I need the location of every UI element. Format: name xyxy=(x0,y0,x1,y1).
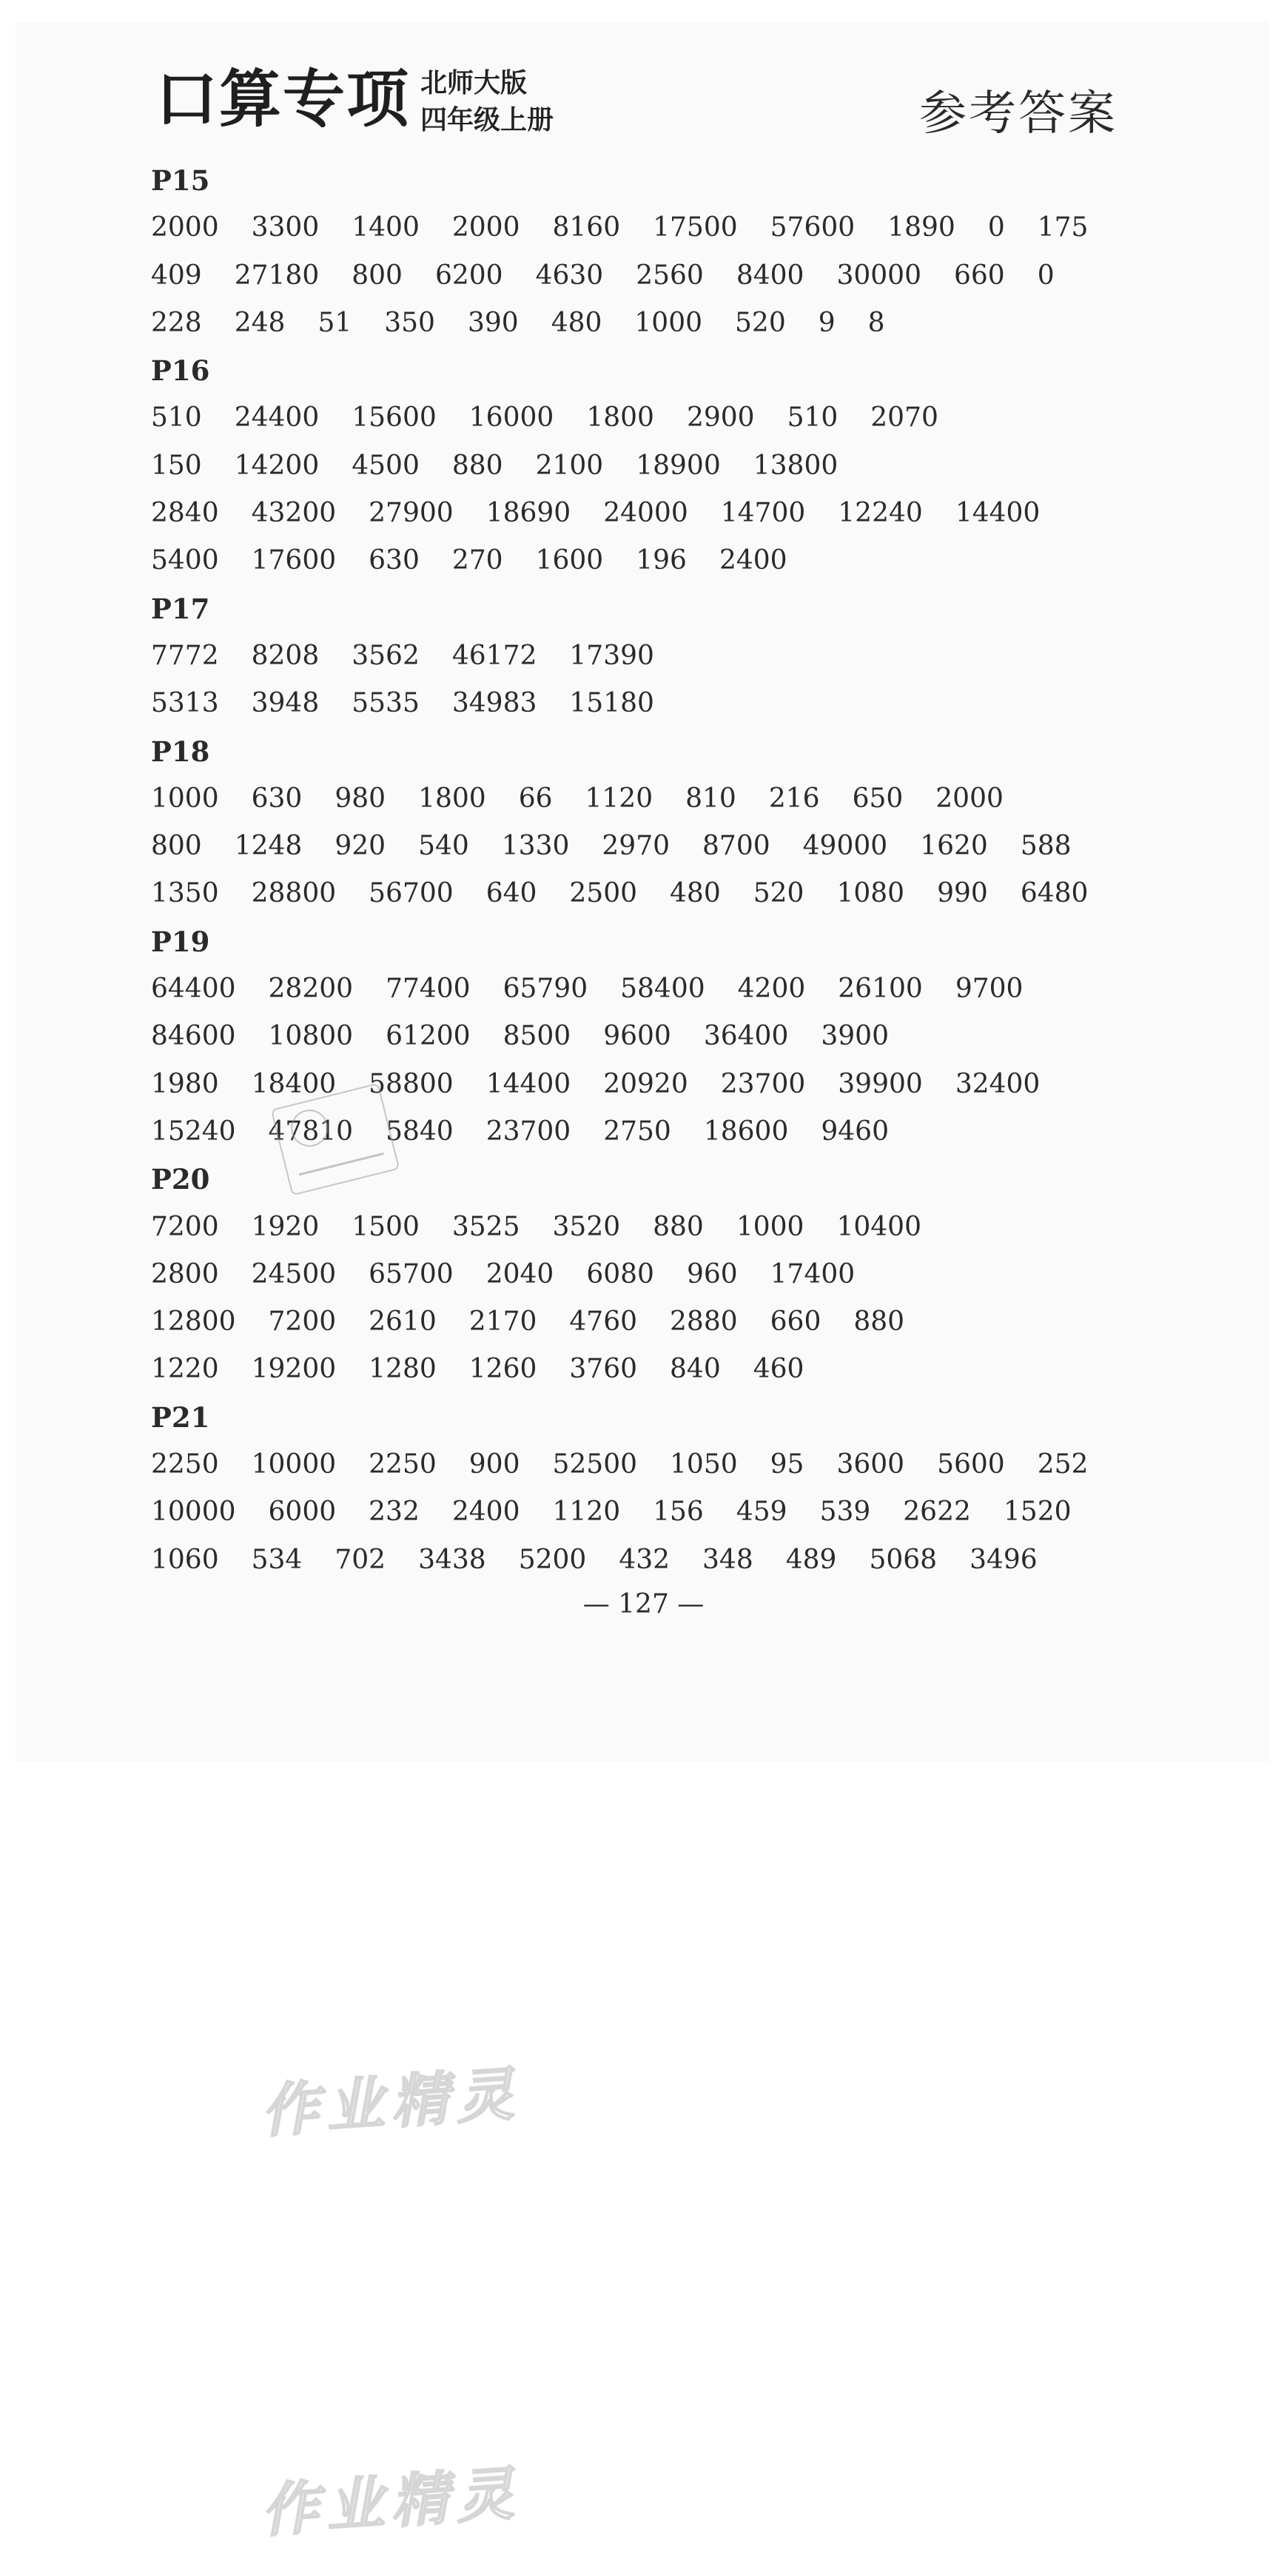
answer-row xyxy=(151,1537,1128,1584)
answer-value: 15240 xyxy=(151,1116,236,1147)
answer-value: 10400 xyxy=(836,1211,921,1242)
answer-value: 640 xyxy=(485,878,537,909)
answer-value: 270 xyxy=(451,545,503,576)
answer-value: 46172 xyxy=(451,640,537,671)
answer-value: 1220 xyxy=(151,1354,219,1385)
answer-value: 8500 xyxy=(503,1021,571,1052)
answer-value: 2880 xyxy=(670,1306,738,1338)
answer-value: 1000 xyxy=(151,783,219,814)
answer-value: 2750 xyxy=(603,1116,671,1147)
answer-value: 2000 xyxy=(935,783,1004,814)
answer-value: 10800 xyxy=(268,1021,354,1052)
answer-value: 459 xyxy=(736,1497,787,1528)
answer-value: 57600 xyxy=(770,212,856,243)
answer-value: 28800 xyxy=(251,878,337,909)
answer-value: 5400 xyxy=(151,545,219,576)
answer-value: 14400 xyxy=(485,1068,571,1099)
answer-row xyxy=(151,823,1128,870)
answer-value: 58800 xyxy=(369,1068,454,1099)
answer-value: 2560 xyxy=(636,260,704,291)
answer-value: 30000 xyxy=(836,260,921,291)
answer-value: 520 xyxy=(735,307,786,338)
answer-value: 9600 xyxy=(603,1021,671,1052)
answer-value: 7200 xyxy=(268,1306,337,1338)
answer-value: 1080 xyxy=(836,878,905,909)
answer-value: 15600 xyxy=(352,402,437,434)
answer-row xyxy=(151,775,1128,823)
section-label: P17 xyxy=(151,592,210,625)
answer-value: 24000 xyxy=(603,498,688,529)
answer-value: 8160 xyxy=(552,212,621,243)
answer-value: 19200 xyxy=(251,1354,337,1385)
answer-value: 1050 xyxy=(670,1449,738,1480)
answer-value: 49000 xyxy=(802,831,888,862)
answer-value: 7772 xyxy=(151,640,219,671)
answer-list xyxy=(151,157,1128,1584)
answer-value: 20920 xyxy=(603,1068,688,1099)
answer-value: 2100 xyxy=(535,450,604,481)
answer-value: 4200 xyxy=(737,974,806,1005)
answer-value: 1260 xyxy=(468,1354,537,1385)
answer-value: 880 xyxy=(853,1306,905,1338)
answer-value: 660 xyxy=(770,1306,821,1338)
answer-row xyxy=(151,252,1128,300)
answer-value: 2000 xyxy=(151,212,219,243)
answer-value: 27180 xyxy=(234,260,320,291)
answer-value: 2250 xyxy=(369,1449,437,1480)
answer-value: 588 xyxy=(1020,831,1072,862)
answer-value: 65790 xyxy=(503,974,588,1005)
answer-value: 2500 xyxy=(569,878,638,909)
answer-value: 1520 xyxy=(1003,1497,1072,1528)
answer-row xyxy=(151,1346,1128,1393)
section-label: P20 xyxy=(151,1163,210,1196)
answer-value: 480 xyxy=(551,307,602,338)
answer-row xyxy=(151,680,1128,727)
edition-publisher: 北师大版 xyxy=(420,68,528,98)
answer-value: 8700 xyxy=(702,831,770,862)
answer-value: 510 xyxy=(787,402,839,434)
answer-value: 15180 xyxy=(569,688,654,719)
answer-value: 3760 xyxy=(569,1354,638,1385)
answer-value: 5535 xyxy=(352,688,420,719)
answer-value: 17390 xyxy=(569,640,654,671)
answer-value: 2070 xyxy=(870,402,938,434)
section-label: P19 xyxy=(151,925,210,958)
answer-value: 14400 xyxy=(955,498,1041,529)
answer-value: 348 xyxy=(702,1544,753,1575)
answer-value: 1120 xyxy=(585,783,653,814)
answer-value: 1500 xyxy=(352,1211,420,1242)
answer-value: 3525 xyxy=(451,1211,520,1242)
answer-value: 84600 xyxy=(151,1021,236,1052)
answer-value: 58400 xyxy=(620,974,705,1005)
answer-row xyxy=(151,1298,1128,1346)
answer-value: 65700 xyxy=(369,1258,454,1289)
answer-value: 51 xyxy=(317,307,352,338)
watermark: 作业精灵 xyxy=(258,2060,524,2146)
section-label: P15 xyxy=(151,164,210,197)
answers-title: 参考答案 xyxy=(919,87,1118,141)
answer-value: 1120 xyxy=(552,1497,621,1528)
answer-value: 0 xyxy=(987,212,1005,243)
edition-label xyxy=(420,65,554,139)
answer-value: 228 xyxy=(151,307,202,338)
answer-value: 1400 xyxy=(352,212,420,243)
answer-row xyxy=(151,537,1128,584)
answer-value: 248 xyxy=(234,307,286,338)
answer-value: 64400 xyxy=(151,974,236,1005)
answer-value: 2000 xyxy=(451,212,520,243)
answer-value: 9 xyxy=(818,307,836,338)
answer-value: 18400 xyxy=(251,1068,337,1099)
answer-row xyxy=(151,442,1128,490)
answer-value: 3438 xyxy=(418,1544,486,1575)
answer-value: 1890 xyxy=(887,212,955,243)
answer-value: 1330 xyxy=(501,831,570,862)
answer-value: 9700 xyxy=(955,974,1024,1005)
answer-value: 47810 xyxy=(268,1116,354,1147)
answer-value: 539 xyxy=(819,1497,871,1528)
answer-value: 23700 xyxy=(720,1068,806,1099)
answer-value: 900 xyxy=(468,1449,520,1480)
answer-value: 2800 xyxy=(151,1258,219,1289)
answer-value: 432 xyxy=(619,1544,671,1575)
answer-value: 12800 xyxy=(151,1306,236,1338)
answer-value: 9460 xyxy=(821,1116,889,1147)
answer-value: 2170 xyxy=(468,1306,537,1338)
answer-value: 990 xyxy=(937,878,988,909)
answer-value: 8 xyxy=(867,307,885,338)
answer-value: 7200 xyxy=(151,1211,219,1242)
answer-value: 95 xyxy=(770,1449,804,1480)
answer-value: 5313 xyxy=(151,688,219,719)
answer-value: 960 xyxy=(686,1258,738,1289)
answer-value: 840 xyxy=(670,1354,721,1385)
answer-value: 1000 xyxy=(634,307,703,338)
answer-value: 28200 xyxy=(268,974,354,1005)
answer-value: 61200 xyxy=(386,1021,471,1052)
answer-value: 2400 xyxy=(451,1497,520,1528)
answer-row xyxy=(151,300,1128,347)
answer-value: 3948 xyxy=(251,688,320,719)
page-number: — 127 — xyxy=(582,1589,705,1619)
answer-row xyxy=(151,965,1128,1013)
answer-row xyxy=(151,394,1128,442)
answer-value: 14700 xyxy=(720,498,806,529)
answer-value: 17400 xyxy=(770,1258,856,1289)
answer-value: 2970 xyxy=(602,831,671,862)
answer-value: 5200 xyxy=(518,1544,587,1575)
answer-value: 660 xyxy=(954,260,1005,291)
answer-value: 540 xyxy=(418,831,469,862)
answer-value: 489 xyxy=(785,1544,837,1575)
answer-value: 1920 xyxy=(251,1211,320,1242)
answer-value: 630 xyxy=(251,783,303,814)
answer-value: 5068 xyxy=(869,1544,938,1575)
answer-value: 920 xyxy=(335,831,386,862)
answer-value: 1000 xyxy=(736,1211,804,1242)
answer-value: 2040 xyxy=(485,1258,554,1289)
answer-value: 150 xyxy=(151,450,202,481)
answer-value: 4760 xyxy=(569,1306,638,1338)
answer-value: 880 xyxy=(653,1211,704,1242)
answer-value: 27900 xyxy=(369,498,454,529)
answer-value: 18690 xyxy=(485,498,571,529)
answer-value: 3496 xyxy=(970,1544,1038,1575)
answer-value: 216 xyxy=(768,783,820,814)
answer-value: 6480 xyxy=(1020,878,1089,909)
answer-row xyxy=(151,633,1128,680)
answer-value: 6080 xyxy=(586,1258,654,1289)
answer-value: 66 xyxy=(518,783,553,814)
answer-row xyxy=(151,870,1128,917)
answer-value: 650 xyxy=(852,783,904,814)
answer-value: 1350 xyxy=(151,878,219,909)
answer-value: 252 xyxy=(1037,1449,1089,1480)
answer-value: 26100 xyxy=(838,974,923,1005)
answer-value: 390 xyxy=(467,307,519,338)
answer-value: 18600 xyxy=(703,1116,789,1147)
answer-value: 36400 xyxy=(703,1021,789,1052)
answer-value: 10000 xyxy=(251,1449,337,1480)
answer-value: 196 xyxy=(636,545,687,576)
answer-value: 534 xyxy=(251,1544,303,1575)
answer-value: 0 xyxy=(1037,260,1055,291)
answer-value: 510 xyxy=(151,402,202,434)
answer-value: 4500 xyxy=(352,450,420,481)
answer-value: 1600 xyxy=(535,545,604,576)
page-header xyxy=(155,58,1118,154)
answer-value: 800 xyxy=(151,831,202,862)
answer-value: 17500 xyxy=(653,212,738,243)
answer-value: 23700 xyxy=(485,1116,571,1147)
answer-value: 14200 xyxy=(234,450,320,481)
answer-value: 3300 xyxy=(251,212,320,243)
answer-value: 1248 xyxy=(234,831,303,862)
answer-row xyxy=(151,1441,1128,1488)
answer-value: 16000 xyxy=(468,402,554,434)
answer-value: 156 xyxy=(653,1497,704,1528)
answer-value: 24500 xyxy=(251,1258,337,1289)
answer-row xyxy=(151,204,1128,252)
answer-value: 702 xyxy=(335,1544,386,1575)
answer-value: 43200 xyxy=(251,498,337,529)
answer-value: 8400 xyxy=(736,260,804,291)
answer-value: 1280 xyxy=(369,1354,437,1385)
answer-value: 34983 xyxy=(451,688,537,719)
answer-value: 880 xyxy=(451,450,503,481)
answer-value: 13800 xyxy=(753,450,839,481)
answer-value: 6200 xyxy=(434,260,503,291)
answer-value: 5600 xyxy=(937,1449,1005,1480)
answer-value: 1060 xyxy=(151,1544,219,1575)
answer-value: 3562 xyxy=(352,640,420,671)
answer-value: 630 xyxy=(369,545,420,576)
answer-row xyxy=(151,490,1128,537)
answer-value: 39900 xyxy=(838,1068,923,1099)
answer-value: 1620 xyxy=(920,831,988,862)
answer-value: 5840 xyxy=(386,1116,454,1147)
answer-value: 3520 xyxy=(552,1211,621,1242)
answer-value: 232 xyxy=(369,1497,420,1528)
answer-value: 3900 xyxy=(821,1021,889,1052)
answer-value: 2610 xyxy=(369,1306,437,1338)
answer-value: 350 xyxy=(384,307,435,338)
answer-value: 980 xyxy=(335,783,386,814)
answer-value: 1980 xyxy=(151,1068,219,1099)
answer-value: 1800 xyxy=(586,402,654,434)
answer-value: 24400 xyxy=(234,402,320,434)
answer-row xyxy=(151,1061,1128,1108)
answer-value: 175 xyxy=(1037,212,1089,243)
answer-value: 1800 xyxy=(418,783,486,814)
section-label: P18 xyxy=(151,735,210,768)
answer-row xyxy=(151,1013,1128,1060)
answer-value: 2400 xyxy=(719,545,787,576)
answer-value: 2900 xyxy=(686,402,755,434)
answer-value: 17600 xyxy=(251,545,337,576)
answer-value: 8208 xyxy=(251,640,320,671)
watermark: 作业精灵 xyxy=(258,2460,524,2546)
answer-value: 6000 xyxy=(268,1497,337,1528)
answer-value: 2250 xyxy=(151,1449,219,1480)
answer-value: 3600 xyxy=(836,1449,905,1480)
answer-value: 12240 xyxy=(838,498,923,529)
answer-row xyxy=(151,1204,1128,1251)
answer-value: 810 xyxy=(685,783,736,814)
brand-logo: 口算专项 xyxy=(155,63,411,135)
answer-value: 56700 xyxy=(369,878,454,909)
answer-value: 460 xyxy=(753,1354,804,1385)
answer-value: 800 xyxy=(352,260,403,291)
answer-value: 480 xyxy=(670,878,721,909)
answer-value: 77400 xyxy=(386,974,471,1005)
section-label: P16 xyxy=(151,354,210,388)
answer-value: 32400 xyxy=(955,1068,1041,1099)
answer-value: 2840 xyxy=(151,498,219,529)
answer-row xyxy=(151,1251,1128,1298)
answer-value: 520 xyxy=(753,878,804,909)
section-label: P21 xyxy=(151,1400,210,1434)
answer-value: 18900 xyxy=(636,450,721,481)
answer-value: 4630 xyxy=(535,260,604,291)
answer-value: 10000 xyxy=(151,1497,236,1528)
answer-value: 2622 xyxy=(903,1497,971,1528)
answer-value: 409 xyxy=(151,260,202,291)
answer-row xyxy=(151,1488,1128,1536)
answer-value: 52500 xyxy=(552,1449,638,1480)
edition-grade: 四年级上册 xyxy=(420,105,554,135)
